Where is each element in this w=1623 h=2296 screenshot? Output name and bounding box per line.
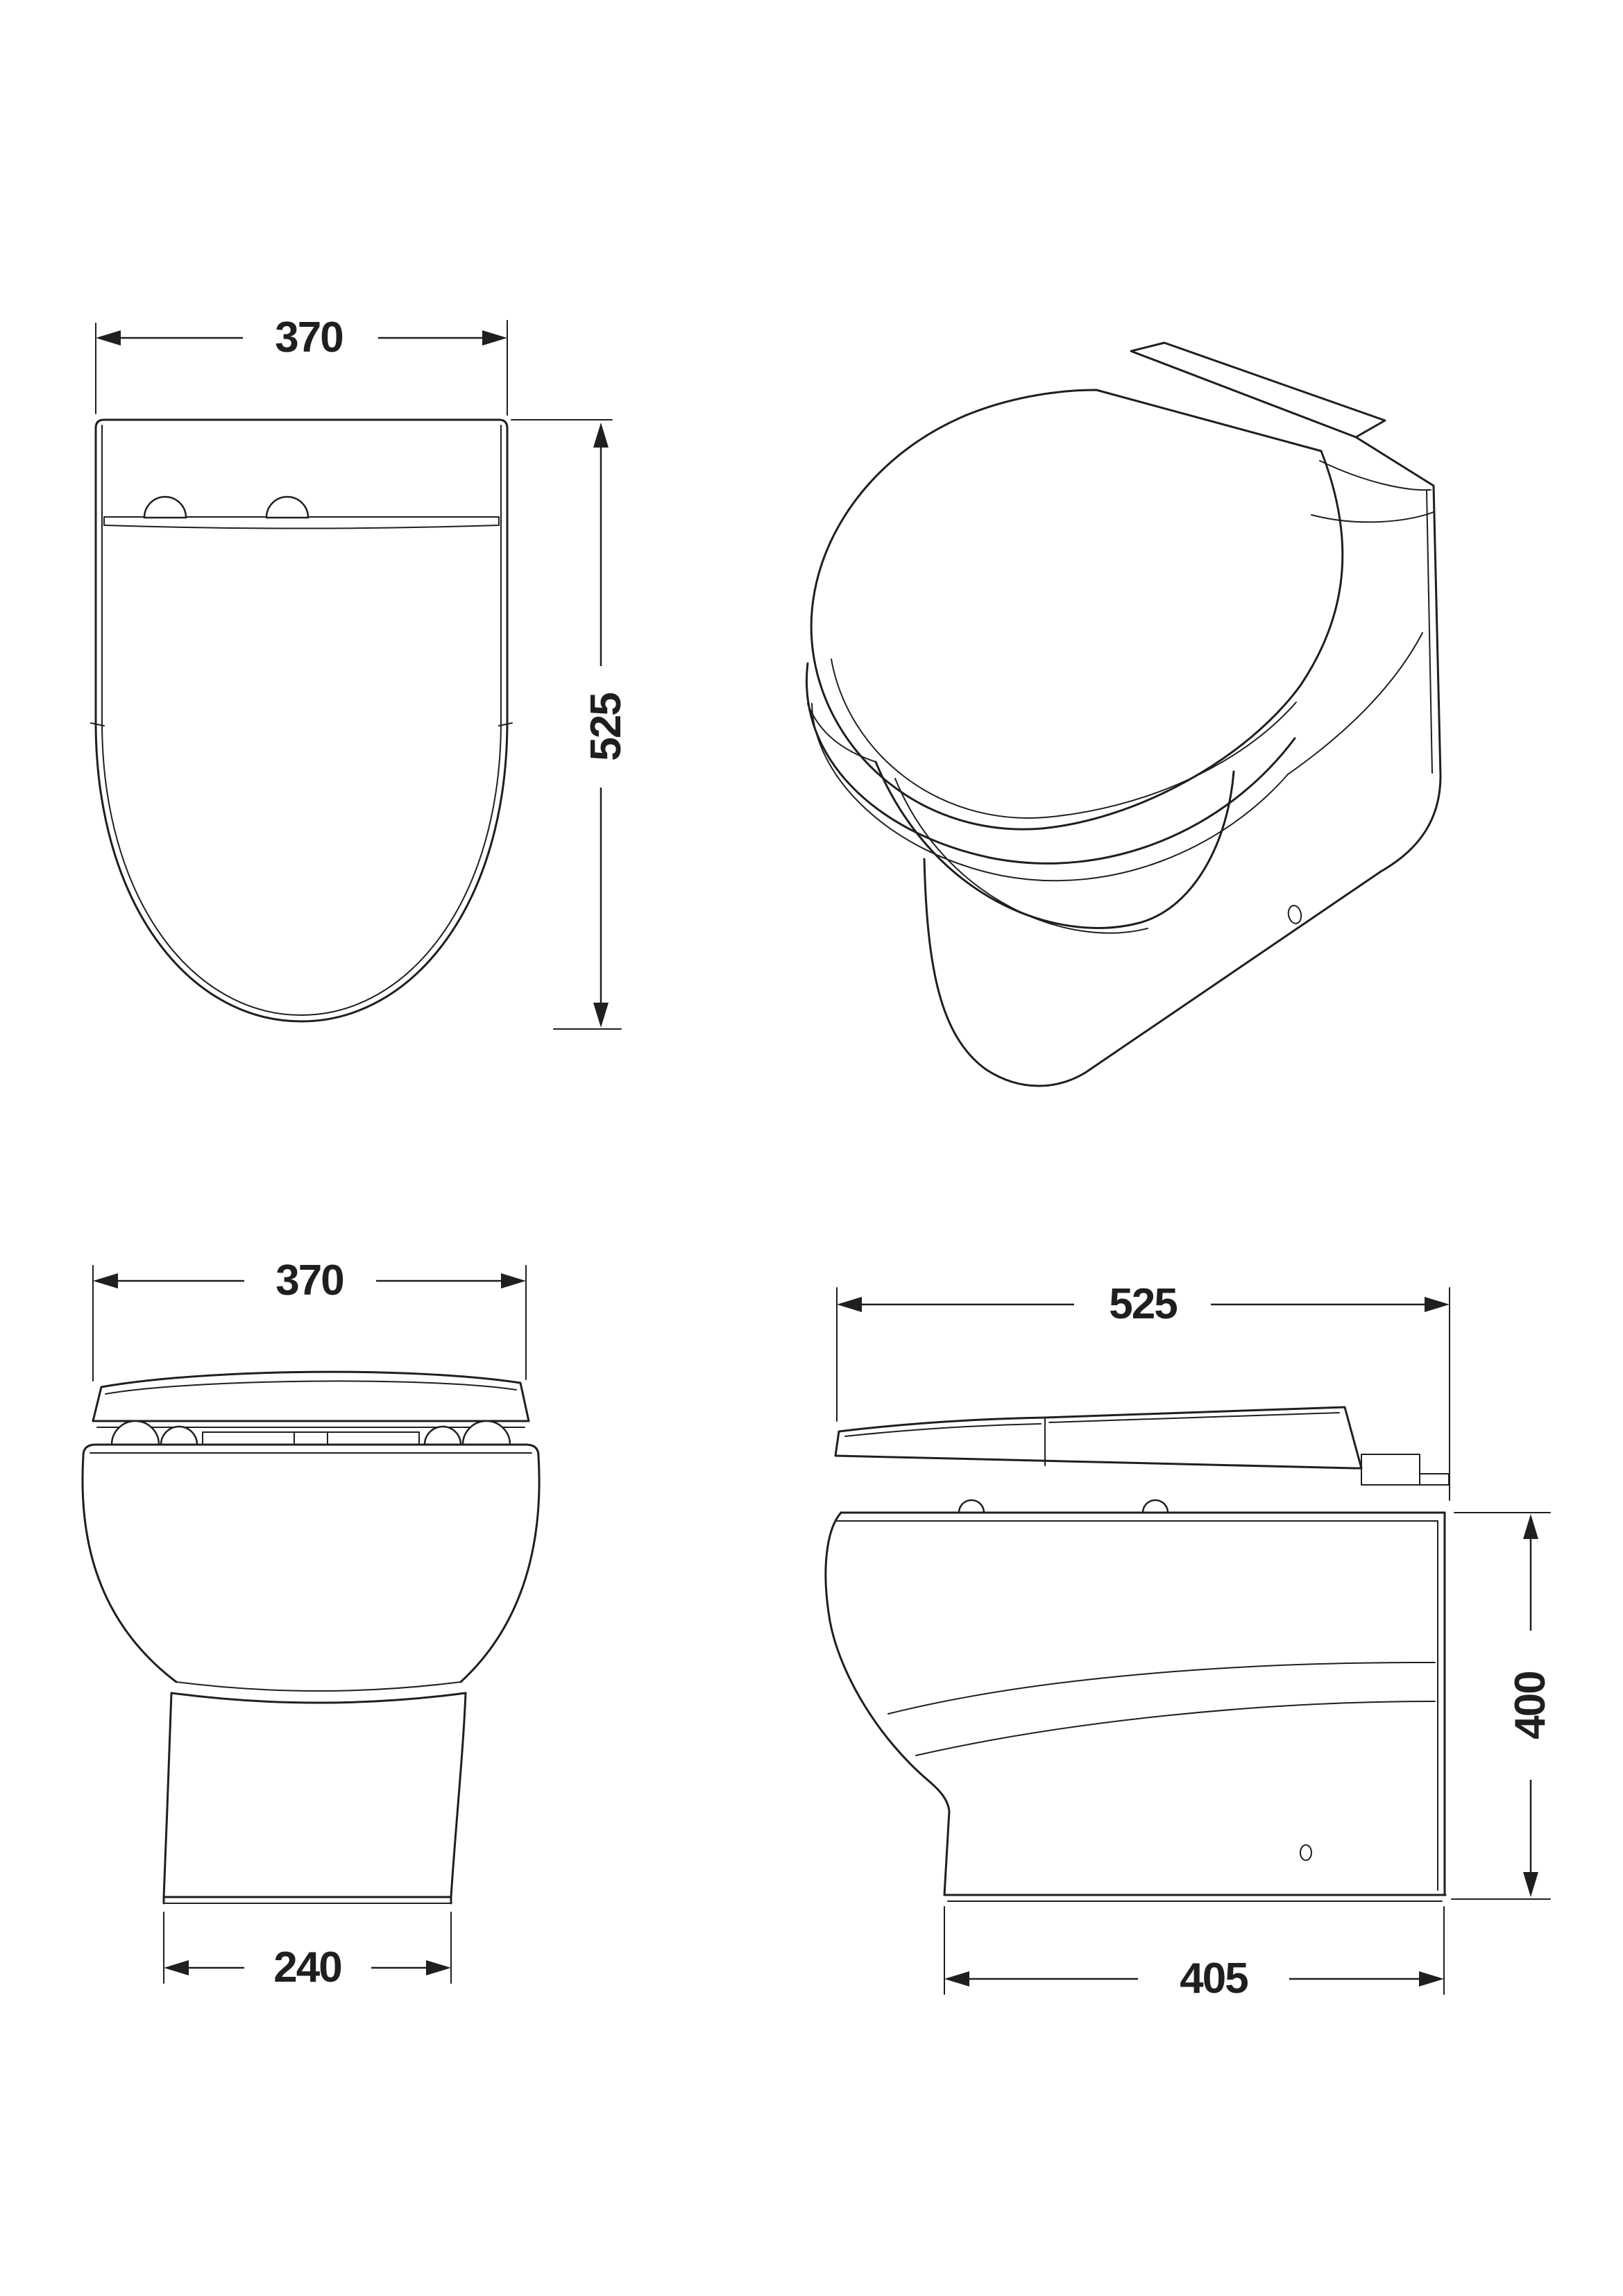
front-pedestal-right <box>451 1693 466 1897</box>
perspective-rim-right-lower <box>1311 512 1434 522</box>
side-seat-inner-back <box>1049 1413 1339 1422</box>
perspective-back-panel-inner <box>1427 490 1432 773</box>
perspective-bowl-right-edge <box>1288 633 1422 774</box>
front-bowl-top <box>83 1445 538 1456</box>
perspective-seat-band-lower <box>812 704 1288 881</box>
side-height-label: 400 <box>1509 1667 1552 1743</box>
perspective-waist-lower <box>895 779 1148 933</box>
perspective-fixing-hole <box>1286 904 1302 924</box>
plan-width-label: 370 <box>271 316 346 359</box>
side-view-drawing <box>826 1288 1550 1994</box>
front-bowl-side-right <box>461 1456 539 1682</box>
front-buffer-right-inner <box>425 1427 461 1445</box>
front-waist-upper-line <box>176 1682 461 1691</box>
front-base-line <box>164 1897 451 1903</box>
front-lid-inner-line <box>105 1381 516 1394</box>
side-seat-inner-front <box>845 1424 1041 1436</box>
perspective-back-rim <box>1131 343 1385 437</box>
perspective-view-drawing <box>806 343 1441 1086</box>
plan-view-drawing <box>91 321 621 1029</box>
side-seat-outline <box>835 1407 1361 1468</box>
front-seat-ring-edge <box>203 1432 419 1445</box>
plan-depth-label: 525 <box>585 689 628 765</box>
perspective-rim-right-upper <box>1320 461 1431 490</box>
front-buffer-right-outer <box>463 1421 510 1445</box>
front-pedestal-left <box>164 1693 171 1897</box>
plan-seam-ticks <box>91 723 512 726</box>
perspective-back-panel <box>1356 437 1441 871</box>
front-bowl-side-left <box>83 1456 176 1682</box>
perspective-foot <box>924 859 1381 1086</box>
perspective-bowl-left-edge <box>808 704 876 762</box>
front-view-drawing <box>83 1266 539 1983</box>
side-buffer-back <box>1143 1500 1168 1513</box>
perspective-waist-upper <box>876 762 1234 928</box>
side-hinge-block <box>1361 1454 1449 1485</box>
front-base-width-label: 240 <box>269 1946 345 1989</box>
plan-hinge-bump-right <box>266 497 308 518</box>
front-buffer-left-outer <box>112 1421 159 1445</box>
perspective-lid-inner-edge <box>831 659 1296 818</box>
perspective-lid <box>811 390 1343 829</box>
front-buffer-left-inner <box>161 1427 197 1445</box>
side-fixing-hole <box>1300 1845 1311 1860</box>
front-width-label: 370 <box>271 1259 347 1302</box>
plan-lid-back-edge <box>104 517 499 529</box>
plan-hinge-bump-left <box>144 497 186 518</box>
front-lid-outline <box>93 1372 529 1421</box>
side-base-depth-label: 405 <box>1175 1957 1251 2000</box>
side-transition-lower <box>916 1701 1435 1755</box>
front-waist-lower-line <box>171 1693 466 1703</box>
side-transition-upper <box>888 1663 1435 1714</box>
side-depth-label: 525 <box>1105 1283 1180 1326</box>
side-buffer-front <box>959 1500 984 1513</box>
